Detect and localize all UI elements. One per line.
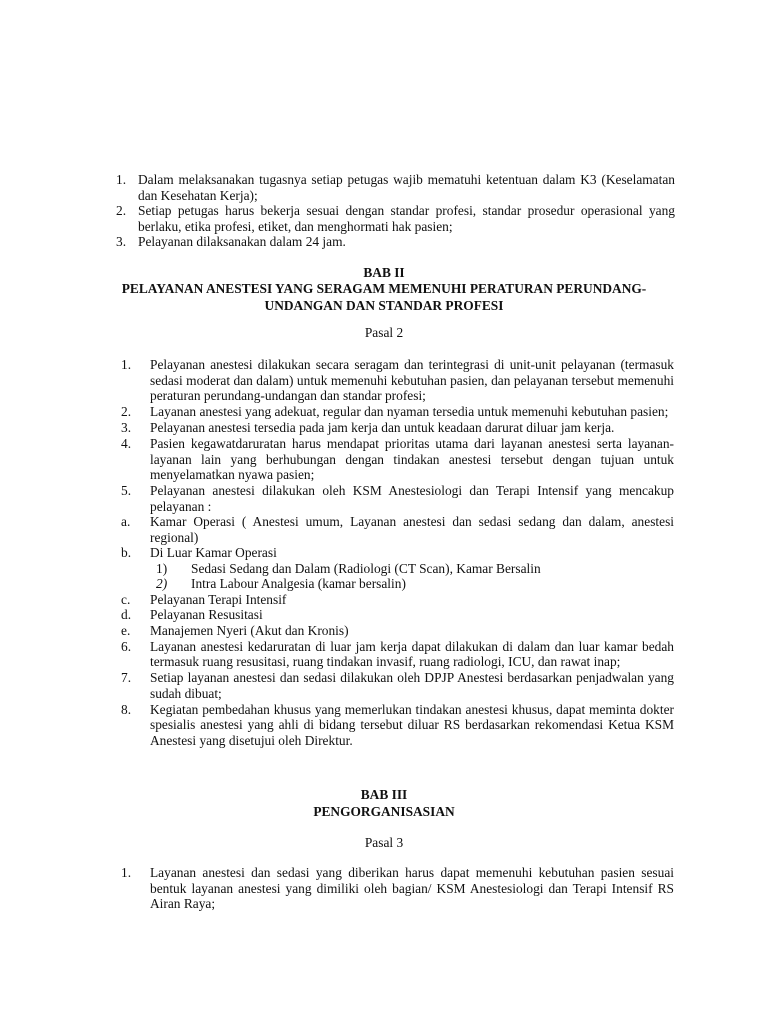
item-text: Pelayanan Resusitasi: [150, 607, 263, 622]
item-text: Pelayanan anestesi dilakukan oleh KSM Anestesiologi dan Terapi Intensif yang mencakup pelayanan :: [150, 483, 674, 514]
item-text: Pelayanan Terapi Intensif: [150, 591, 287, 607]
list-item: [121, 357, 674, 404]
item-letter: b.: [121, 545, 132, 560]
item-number: 7.: [121, 670, 132, 685]
item-text: Layanan anestesi yang adekuat, regular dan nyaman tersedia untuk memenuhi kebutuhan pasien;: [150, 404, 669, 419]
item-text: Kamar Operasi ( Anestesi umum, Layanan anestesi dan sedasi sedang dan dalam, anestesi regional): [150, 514, 674, 545]
item-number: 3.: [116, 234, 127, 249]
list-item: [121, 670, 674, 701]
item-number: 1): [156, 560, 168, 576]
list-item: [116, 203, 675, 234]
item-number: 1.: [116, 172, 127, 187]
list-item: [121, 702, 674, 749]
item-text: Setiap petugas harus bekerja sesuai dengan standar profesi, standar prosedur operasional yang berlaku, etika profesi, etiket, dan menghormati hak pasien;: [138, 203, 675, 234]
item-text: Sedasi Sedang dan Dalam (Radiologi (CT Scan), Kamar Bersalin: [191, 560, 541, 576]
item-number: 2.: [116, 203, 127, 218]
sub-list-item: [121, 514, 674, 545]
sub-sub-list: [156, 561, 674, 592]
item-number: 6.: [121, 638, 132, 654]
chapter-subtitle: PENGORGANISASIAN: [313, 804, 455, 819]
top-list: [116, 172, 675, 250]
sub-list-item: [121, 592, 674, 608]
item-number: 4.: [121, 436, 132, 451]
chapter-subtitle: PELAYANAN ANESTESI YANG SERAGAM MEMENUHI PERATURAN PERUNDANG-UNDANGAN DAN STANDAR PROFESI: [121, 281, 647, 313]
sub-list-item: [121, 607, 674, 623]
list-item: [116, 172, 675, 203]
item-number: 3.: [121, 420, 132, 435]
item-number: 5.: [121, 483, 132, 498]
list-item: [121, 865, 674, 912]
item-letter: c.: [121, 591, 131, 607]
item-text: Di Luar Kamar Operasi: [150, 545, 277, 560]
item-letter: e.: [121, 622, 131, 638]
item-text: Kegiatan pembedahan khusus yang memerlukan tindakan anestesi khusus, dapat meminta dokter spesialis anestesi yang ahli di bidang tersebut diluar RS berdasarkan rekomendasi Ketua KSM Anestesi yang disetujui oleh Direktur.: [150, 701, 674, 748]
list-item: [121, 483, 674, 638]
item-number: 2.: [121, 404, 132, 419]
sub-list-item: [121, 623, 674, 639]
list-item: [121, 420, 674, 436]
item-number: 1.: [121, 357, 132, 372]
article-list: [121, 357, 674, 748]
item-text: Pasien kegawatdaruratan harus mendapat prioritas utama dari layanan anestesi serta layanan-layanan lain yang berhubungan dengan tindakan anestesi tersebut dengan tujuan untuk menyelamatkan nyawa pasien;: [150, 436, 674, 482]
list-item: [121, 404, 674, 420]
article-heading: Pasal 3: [364, 835, 404, 850]
item-text: Intra Labour Analgesia (kamar bersalin): [191, 576, 406, 591]
chapter-title: BAB II: [363, 265, 405, 280]
item-text: Pelayanan anestesi dilakukan secara seragam dan terintegrasi di unit-unit pelayanan (termasuk sedasi moderat dan dalam) untuk memenuhi kebutuhan pasien, dan pelayanan tersebut memenuhi peraturan perundang-undangan dan standar profesi;: [150, 357, 674, 403]
list-item: [121, 639, 674, 670]
item-text: Dalam melaksanakan tugasnya setiap petugas wajib mematuhi ketentuan dalam K3 (Keselamatan dan Kesehatan Kerja);: [138, 172, 675, 203]
item-text: Setiap layanan anestesi dan sedasi dilakukan oleh DPJP Anestesi berdasarkan penjadwalan yang sudah dibuat;: [150, 670, 674, 701]
item-text: Pelayanan anestesi tersedia pada jam kerja dan untuk keadaan darurat diluar jam kerja.: [150, 420, 615, 435]
sub-sub-list-item: [156, 576, 674, 592]
article-heading: Pasal 2: [364, 325, 404, 340]
list-item: [121, 436, 674, 483]
item-number: 2): [156, 576, 168, 591]
item-text: Layanan anestesi dan sedasi yang diberikan harus dapat memenuhi kebutuhan pasien sesuai bentuk layanan anestesi yang dimiliki oleh bagian/ KSM Anestesiologi dan Terapi Intensif RS Airan Raya;: [150, 865, 674, 911]
sub-list: [121, 514, 674, 638]
item-letter: d.: [121, 607, 132, 622]
item-text: Layanan anestesi kedaruratan di luar jam kerja dapat dilakukan di dalam dan luar kamar bedah termasuk ruang resusitasi, ruang tindakan invasif, ruang radiologi, ICU, dan rawat inap;: [150, 638, 674, 669]
item-letter: a.: [121, 514, 131, 529]
item-number: 1.: [121, 865, 132, 880]
chapter-title: BAB III: [360, 787, 408, 802]
item-text: Pelayanan dilaksanakan dalam 24 jam.: [138, 234, 346, 249]
sub-sub-list-item: [156, 561, 674, 577]
item-text: Manajemen Nyeri (Akut dan Kronis): [150, 622, 349, 638]
list-item: [116, 234, 675, 250]
item-number: 8.: [121, 701, 132, 717]
article-list: [121, 865, 674, 912]
sub-list-item: [121, 545, 674, 592]
